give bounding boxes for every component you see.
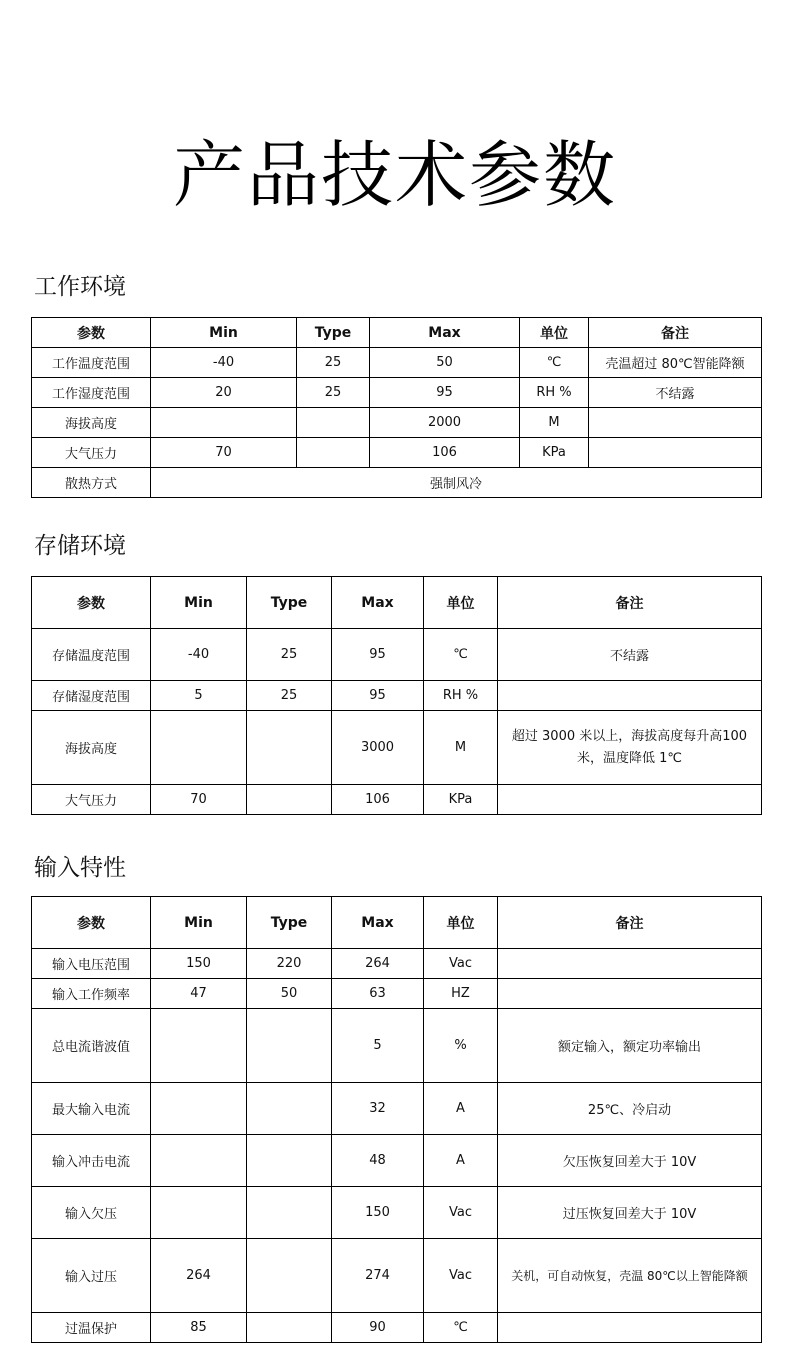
cell-unit: RH % — [424, 681, 498, 711]
cell-param: 大气压力 — [32, 438, 151, 468]
cell-type — [247, 1083, 332, 1135]
table-header-row — [32, 577, 762, 629]
cell-max: 106 — [370, 438, 520, 468]
cell-param: 工作湿度范围 — [32, 378, 151, 408]
working-environment-table — [31, 317, 762, 498]
cell-unit: Vac — [424, 1239, 498, 1313]
cell-max: 48 — [332, 1135, 424, 1187]
table-row — [32, 438, 762, 468]
table-row — [32, 1083, 762, 1135]
cell-max: 150 — [332, 1187, 424, 1239]
header-note: 备注 — [498, 897, 762, 949]
cell-note: 欠压恢复回差大于 10V — [498, 1135, 762, 1187]
cell-param: 存储湿度范围 — [32, 681, 151, 711]
header-param: 参数 — [32, 318, 151, 348]
cell-unit: Vac — [424, 1187, 498, 1239]
header-type: Type — [297, 318, 370, 348]
table-header-row — [32, 897, 762, 949]
cell-type: 220 — [247, 949, 332, 979]
table-row — [32, 378, 762, 408]
table-row — [32, 408, 762, 438]
cell-max: 50 — [370, 348, 520, 378]
cell-note — [498, 949, 762, 979]
section-title-storage-environment: 存储环境 — [34, 533, 126, 559]
cell-min: 20 — [151, 378, 297, 408]
header-param: 参数 — [32, 897, 151, 949]
cell-max: 264 — [332, 949, 424, 979]
section-title-input-characteristics: 输入特性 — [34, 855, 126, 881]
cell-note — [498, 785, 762, 815]
cell-max: 90 — [332, 1313, 424, 1343]
cell-unit: RH % — [520, 378, 589, 408]
cell-min: -40 — [151, 348, 297, 378]
cell-unit: A — [424, 1083, 498, 1135]
table-row — [32, 1239, 762, 1313]
header-unit: 单位 — [424, 577, 498, 629]
header-type: Type — [247, 577, 332, 629]
header-max: Max — [332, 897, 424, 949]
cell-type — [297, 408, 370, 438]
cell-min: -40 — [151, 629, 247, 681]
cell-note — [589, 408, 762, 438]
cell-max: 32 — [332, 1083, 424, 1135]
cell-type — [247, 1135, 332, 1187]
cell-type — [247, 711, 332, 785]
cell-min: 264 — [151, 1239, 247, 1313]
cell-max: 95 — [332, 629, 424, 681]
header-min: Min — [151, 577, 247, 629]
header-unit: 单位 — [520, 318, 589, 348]
cell-unit: ℃ — [424, 1313, 498, 1343]
cell-param: 输入过压 — [32, 1239, 151, 1313]
cell-param: 散热方式 — [32, 468, 151, 498]
input-characteristics-table — [31, 896, 762, 1343]
header-note: 备注 — [589, 318, 762, 348]
cell-type: 25 — [247, 629, 332, 681]
table-row-cooling — [32, 468, 762, 498]
cell-unit: KPa — [424, 785, 498, 815]
cell-param: 最大输入电流 — [32, 1083, 151, 1135]
cell-min: 5 — [151, 681, 247, 711]
cell-param: 输入工作频率 — [32, 979, 151, 1009]
cell-type — [247, 1009, 332, 1083]
header-max: Max — [370, 318, 520, 348]
cell-param: 过温保护 — [32, 1313, 151, 1343]
cell-max: 95 — [332, 681, 424, 711]
cell-type — [297, 438, 370, 468]
header-unit: 单位 — [424, 897, 498, 949]
cell-note: 壳温超过 80℃智能降额 — [589, 348, 762, 378]
header-max: Max — [332, 577, 424, 629]
cell-type — [247, 1313, 332, 1343]
table-row — [32, 979, 762, 1009]
cell-note — [498, 979, 762, 1009]
cell-param: 存储温度范围 — [32, 629, 151, 681]
table-row — [32, 681, 762, 711]
table-row — [32, 629, 762, 681]
cell-note: 过压恢复回差大于 10V — [498, 1187, 762, 1239]
cell-unit: Vac — [424, 949, 498, 979]
cell-type: 25 — [297, 348, 370, 378]
header-min: Min — [151, 318, 297, 348]
cell-note: 不结露 — [589, 378, 762, 408]
cell-cooling-value: 强制风冷 — [151, 468, 762, 498]
cell-param: 总电流谐波值 — [32, 1009, 151, 1083]
header-min: Min — [151, 897, 247, 949]
cell-note — [498, 1313, 762, 1343]
cell-unit: M — [424, 711, 498, 785]
cell-min: 85 — [151, 1313, 247, 1343]
cell-type: 25 — [247, 681, 332, 711]
cell-max: 5 — [332, 1009, 424, 1083]
cell-min: 150 — [151, 949, 247, 979]
table-row — [32, 1009, 762, 1083]
cell-type: 50 — [247, 979, 332, 1009]
cell-param: 海拔高度 — [32, 711, 151, 785]
cell-unit: ℃ — [520, 348, 589, 378]
cell-note: 超过 3000 米以上，海拔高度每升高100米，温度降低 1℃ — [498, 711, 762, 785]
cell-note: 关机，可自动恢复，壳温 80℃以上智能降额 — [498, 1239, 762, 1313]
cell-type: 25 — [297, 378, 370, 408]
cell-param: 输入冲击电流 — [32, 1135, 151, 1187]
cell-note: 不结露 — [498, 629, 762, 681]
cell-min — [151, 1009, 247, 1083]
table-row — [32, 1187, 762, 1239]
cell-type — [247, 785, 332, 815]
cell-type — [247, 1239, 332, 1313]
cell-min: 47 — [151, 979, 247, 1009]
table-row — [32, 711, 762, 785]
page-title: 产品技术参数 — [172, 133, 617, 217]
table-row — [32, 785, 762, 815]
cell-unit: M — [520, 408, 589, 438]
header-type: Type — [247, 897, 332, 949]
cell-param: 大气压力 — [32, 785, 151, 815]
cell-unit: ℃ — [424, 629, 498, 681]
cell-unit: A — [424, 1135, 498, 1187]
cell-note: 额定输入，额定功率输出 — [498, 1009, 762, 1083]
section-title-working-environment: 工作环境 — [34, 274, 126, 300]
cell-note — [589, 438, 762, 468]
cell-unit: KPa — [520, 438, 589, 468]
cell-note — [498, 681, 762, 711]
cell-max: 95 — [370, 378, 520, 408]
table-row — [32, 949, 762, 979]
cell-unit: HZ — [424, 979, 498, 1009]
cell-min — [151, 1135, 247, 1187]
cell-min — [151, 1187, 247, 1239]
header-note: 备注 — [498, 577, 762, 629]
cell-unit: % — [424, 1009, 498, 1083]
table-row — [32, 1135, 762, 1187]
cell-max: 106 — [332, 785, 424, 815]
cell-note: 25℃、冷启动 — [498, 1083, 762, 1135]
cell-min: 70 — [151, 438, 297, 468]
cell-max: 274 — [332, 1239, 424, 1313]
table-row — [32, 1313, 762, 1343]
header-param: 参数 — [32, 577, 151, 629]
cell-param: 输入电压范围 — [32, 949, 151, 979]
table-row — [32, 348, 762, 378]
cell-param: 工作温度范围 — [32, 348, 151, 378]
cell-param: 输入欠压 — [32, 1187, 151, 1239]
cell-min: 70 — [151, 785, 247, 815]
cell-min — [151, 1083, 247, 1135]
cell-type — [247, 1187, 332, 1239]
storage-environment-table — [31, 576, 762, 815]
cell-min — [151, 408, 297, 438]
cell-param: 海拔高度 — [32, 408, 151, 438]
table-header-row — [32, 318, 762, 348]
cell-max: 3000 — [332, 711, 424, 785]
cell-max: 63 — [332, 979, 424, 1009]
cell-min — [151, 711, 247, 785]
cell-max: 2000 — [370, 408, 520, 438]
